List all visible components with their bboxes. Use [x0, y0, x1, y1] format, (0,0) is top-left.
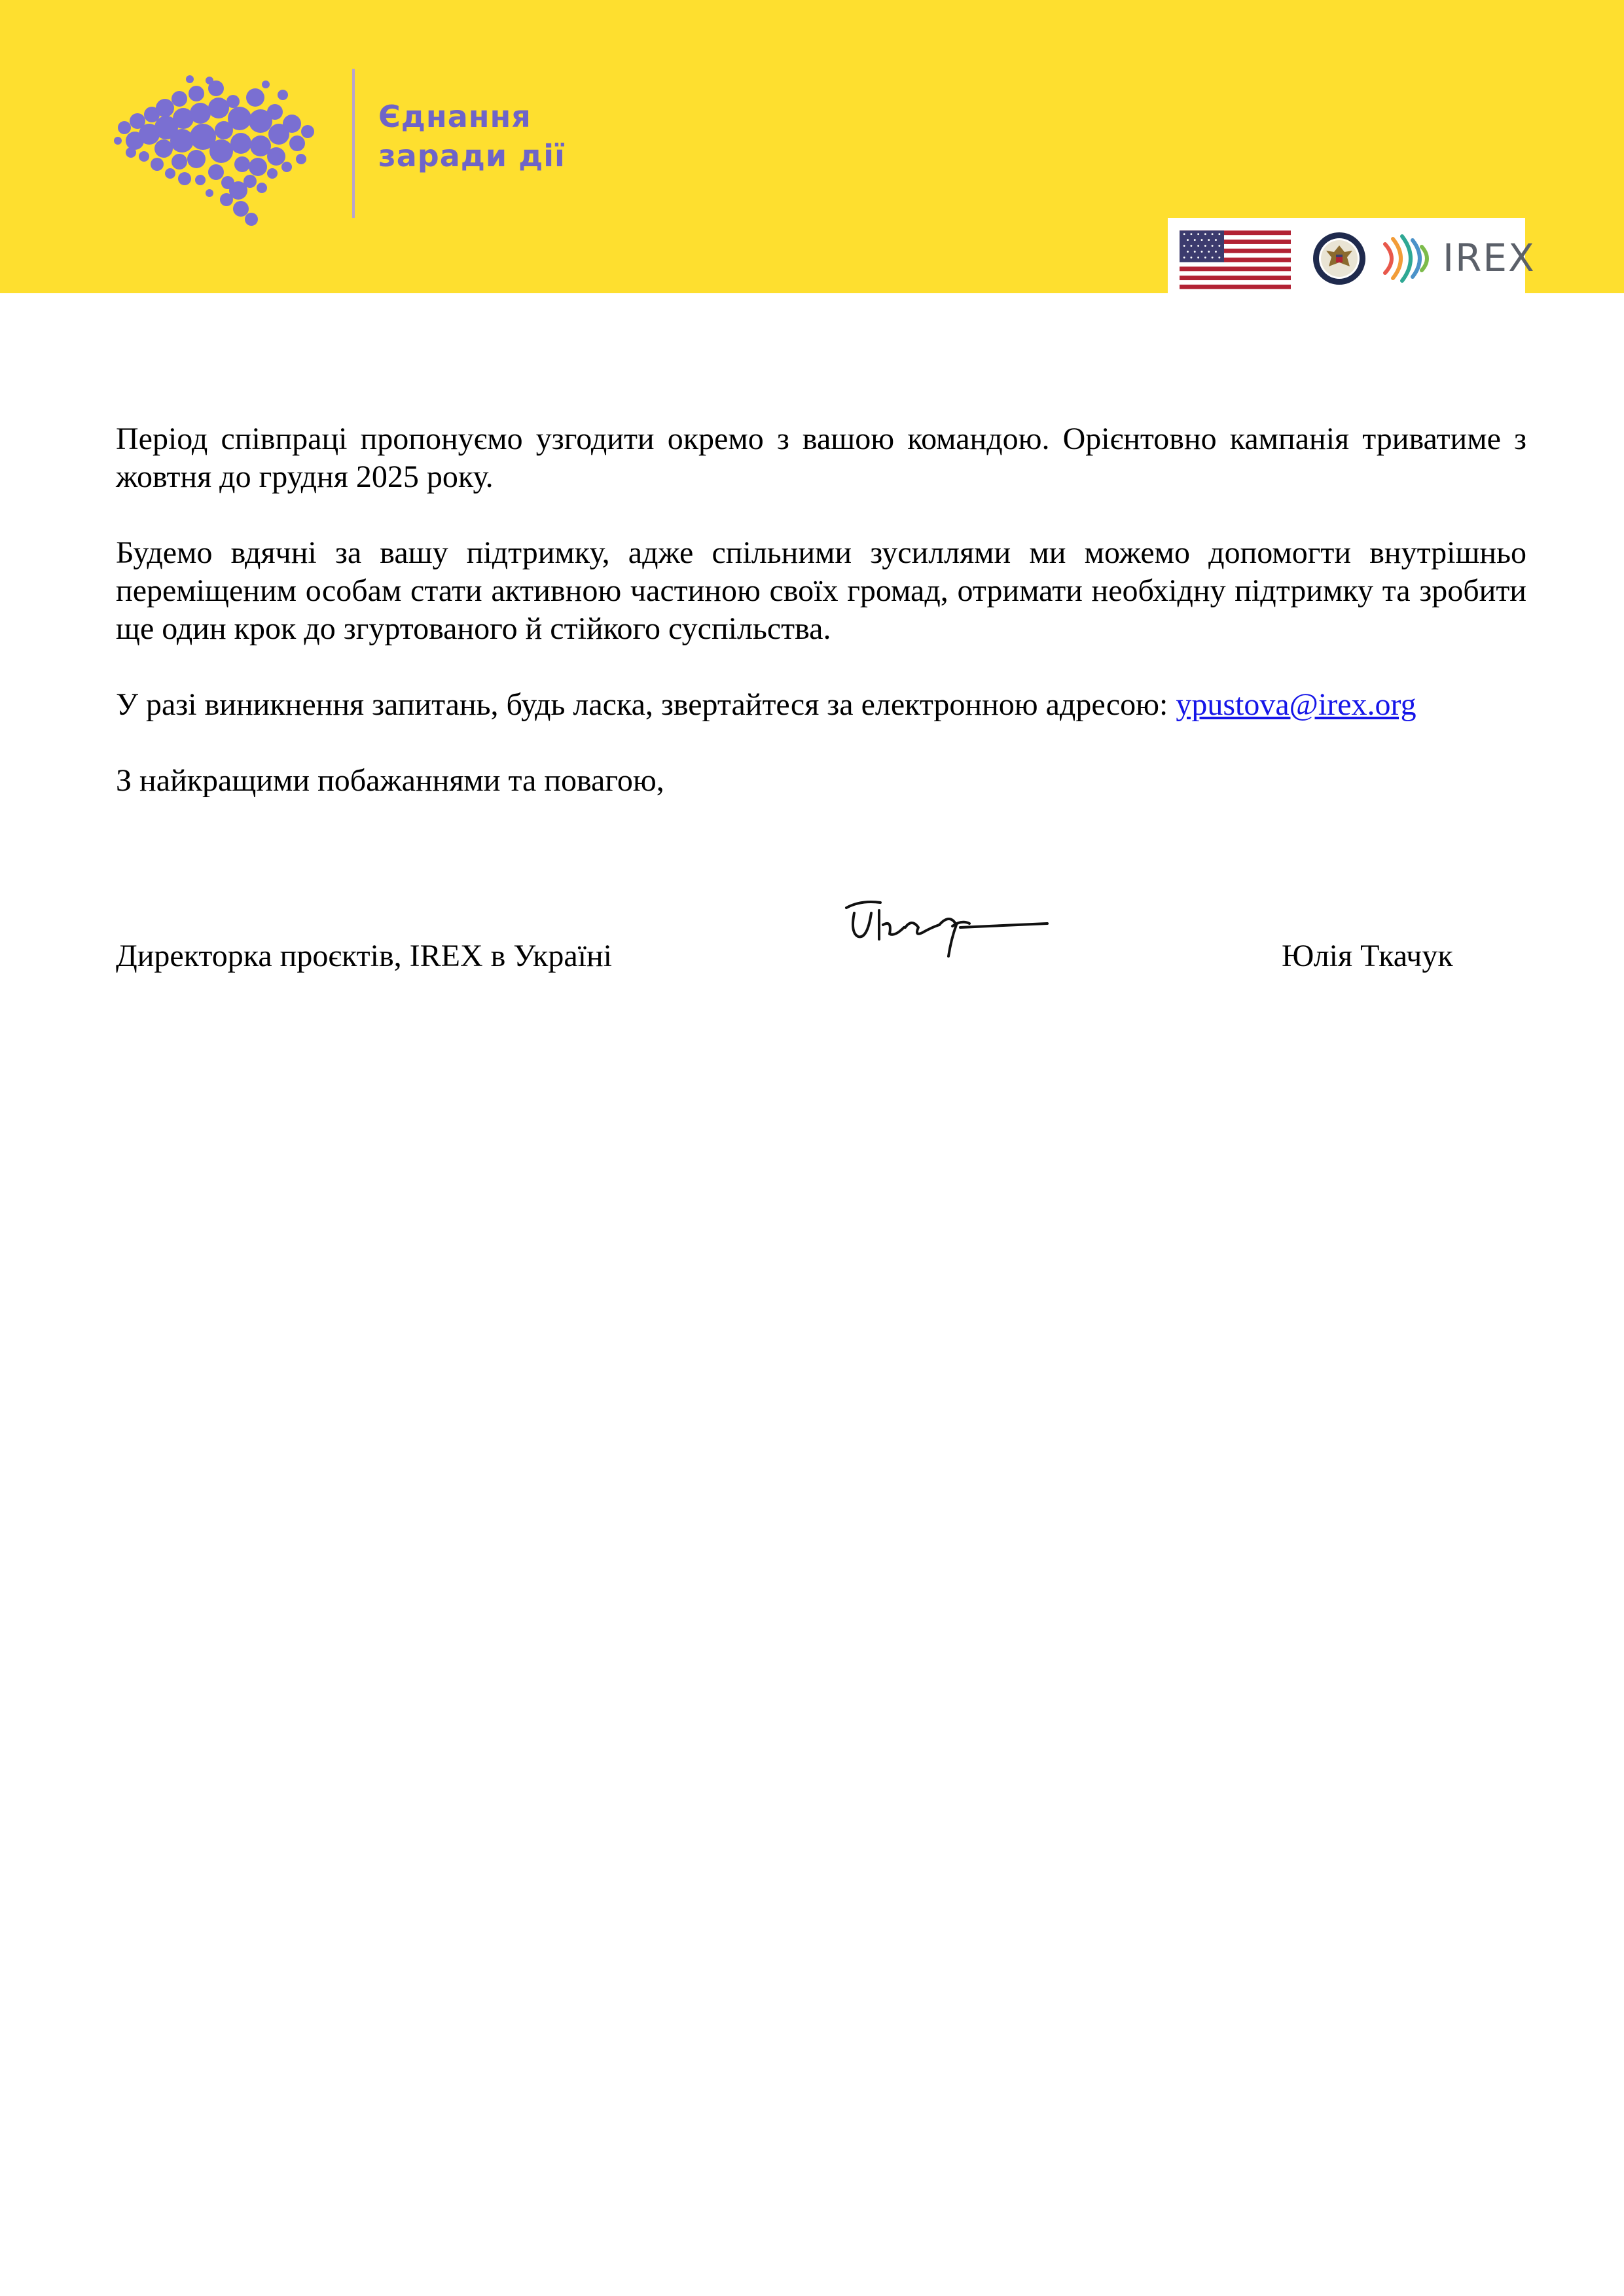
map-bubble	[296, 154, 306, 164]
map-bubble	[114, 137, 122, 145]
brand-line-1: Єднання	[378, 99, 532, 134]
letter-body	[116, 420, 1526, 800]
ukraine-bubble-map-logo	[92, 62, 340, 232]
brand-line-2: заради дії	[378, 138, 566, 173]
map-bubble	[209, 139, 233, 163]
map-bubble	[126, 147, 136, 158]
closing-line: З найкращими побажаннями та повагою,	[116, 763, 664, 798]
map-bubble	[257, 183, 267, 193]
map-bubble	[186, 75, 194, 83]
map-bubble	[171, 154, 187, 170]
map-bubble	[283, 115, 301, 133]
map-bubble	[249, 158, 267, 176]
map-bubble	[151, 158, 164, 171]
map-bubble	[301, 125, 314, 138]
map-bubble	[245, 213, 258, 226]
map-bubble	[230, 133, 251, 154]
us-flag-icon	[1180, 230, 1291, 290]
map-bubble	[187, 150, 206, 168]
brand-title	[378, 97, 566, 175]
signature-block	[116, 937, 1526, 983]
map-bubble	[278, 90, 288, 100]
map-bubble	[228, 107, 251, 130]
map-bubble	[289, 135, 305, 151]
map-bubble	[154, 139, 173, 158]
signer-name: Юлія Ткачук	[1282, 939, 1453, 973]
map-bubble	[118, 121, 131, 134]
map-bubble	[233, 201, 249, 217]
contact-text: У разі виникнення запитань, будь ласка, звертайтеся за електронною адресою:	[116, 687, 1176, 722]
map-bubble	[139, 151, 149, 162]
map-bubble	[189, 86, 204, 101]
map-bubble	[171, 91, 187, 107]
signer-title: Директорка проєктів, IREX в Україні	[116, 939, 613, 973]
map-bubble	[190, 103, 211, 124]
map-bubble	[165, 168, 175, 179]
paragraph-gratitude: Будемо вдячні за вашу підтримку, адже спільними зусиллями ми можемо допомогти внутрішньо переміщеним особам стати активною частиною своїх громад, отримати необхідну підтримку та зробити ще один крок до згуртованого й стійкого суспільства.	[116, 535, 1526, 646]
map-bubble	[178, 172, 191, 185]
map-bubble	[267, 168, 278, 179]
map-bubble	[262, 81, 270, 88]
map-bubble	[206, 189, 213, 197]
map-bubble	[244, 175, 257, 188]
map-bubble	[206, 77, 213, 84]
us-state-department-seal-icon	[1312, 231, 1367, 286]
map-bubble	[226, 95, 240, 108]
map-bubble	[234, 156, 250, 172]
map-bubble	[208, 98, 229, 118]
irex-wordmark: IREX	[1443, 236, 1536, 280]
map-bubble	[156, 99, 174, 117]
map-bubble	[267, 147, 285, 166]
email-link[interactable]: ypustova@irex.org	[1176, 687, 1416, 722]
map-bubble	[246, 88, 264, 107]
map-bubble	[170, 129, 194, 152]
map-bubble	[281, 162, 292, 172]
paragraph-contact	[116, 686, 1526, 724]
header-divider	[352, 69, 355, 218]
map-bubble	[208, 164, 224, 180]
irex-logo-icon	[1379, 231, 1437, 286]
map-bubble	[220, 193, 233, 206]
paragraph-collaboration-period: Період співпраці пропонуємо узгодити окремо з вашою командою. Орієнтовно кампанія триватиме з жовтня до грудня 2025 року.	[116, 422, 1526, 494]
map-bubble	[267, 104, 283, 120]
map-bubble	[195, 175, 206, 185]
letterhead-banner	[0, 0, 1624, 293]
partner-logos	[1168, 218, 1536, 293]
